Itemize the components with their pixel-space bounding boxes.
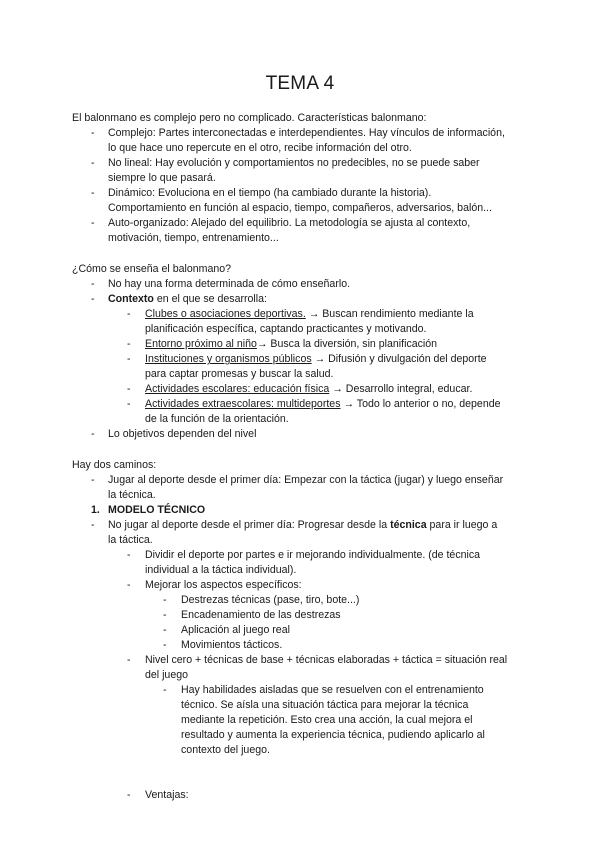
list-item: Jugar al deporte desde el primer día: Empezar con la táctica (jugar) y luego enseñar	[108, 474, 504, 486]
list-item: del juego	[145, 669, 189, 681]
list-item: Mejorar los aspectos específicos:	[145, 579, 302, 591]
list-item: contexto del juego.	[181, 744, 270, 756]
list-item: técnico. Se aísla una situación táctica para mejorar la técnica	[181, 699, 469, 711]
list-bullet: -	[163, 684, 167, 696]
list-item: Lo objetivos dependen del nivel	[108, 428, 257, 440]
list-item: No hay una forma determinada de cómo enseñarlo.	[108, 278, 351, 290]
list-item: Instituciones y organismos públicos → Difusión y divulgación del deporte	[145, 353, 487, 365]
list-item: Actividades extraescolares: multideportes → Todo lo anterior o no, depende	[145, 398, 501, 410]
list-bullet: -	[91, 217, 95, 229]
list-item: No lineal: Hay evolución y comportamientos no predecibles, no se puede saber	[108, 157, 480, 169]
list-bullet: -	[127, 308, 131, 320]
list-item: Nivel cero + técnicas de base + técnicas elaboradas + táctica = situación real	[145, 654, 508, 666]
list-item: Hay habilidades aisladas que se resuelven con el entrenamiento	[181, 684, 484, 696]
list-bullet: -	[127, 383, 131, 395]
list-item: Contexto en el que se desarrolla:	[108, 293, 267, 305]
list-bullet: -	[91, 187, 95, 199]
bold-term: Contexto	[108, 293, 154, 305]
list-item: la técnica.	[108, 489, 156, 501]
list-item: motivación, tiempo, entrenamiento...	[108, 232, 279, 244]
list-item: de la función de la orientación.	[145, 413, 289, 425]
page-title: TEMA 4	[265, 73, 335, 94]
list-bullet: -	[127, 549, 131, 561]
list-bullet: -	[91, 157, 95, 169]
list-bullet: -	[91, 474, 95, 486]
list-item: Movimientos tácticos.	[181, 639, 283, 651]
list-item: Encadenamiento de las destrezas	[181, 609, 341, 621]
list-number: 1.	[91, 504, 100, 516]
list-bullet: -	[163, 594, 167, 606]
list-item: siempre lo que pasará.	[108, 172, 216, 184]
list-bullet: -	[127, 398, 131, 410]
list-item: Entorno próximo al niño→ Busca la diversión, sin planificación	[145, 338, 438, 350]
list-bullet: -	[127, 338, 131, 350]
list-bullet: -	[91, 278, 95, 290]
list-bullet: -	[91, 293, 95, 305]
list-item: Auto-organizado: Alejado del equilibrio. La metodología se ajusta al contexto,	[108, 217, 471, 229]
list-bullet: -	[91, 127, 95, 139]
list-item: Dividir el deporte por partes e ir mejorando individualmente. (de técnica	[145, 549, 481, 561]
list-bullet: -	[127, 789, 131, 801]
list-item: individual a la táctica individual).	[145, 564, 297, 576]
list-item: resultado y aumenta la experiencia técnica, pudiendo aplicarlo al	[181, 729, 485, 741]
list-bullet: -	[127, 353, 131, 365]
list-item: Destrezas técnicas (pase, tiro, bote...)	[181, 594, 360, 606]
list-item: Clubes o asociaciones deportivas. → Buscan rendimiento mediante la	[145, 308, 474, 320]
intro-heading: El balonmano es complejo pero no complicado. Características balonmano:	[72, 112, 427, 124]
list-item: lo que hace uno repercute en el otro, recibe información del otro.	[108, 142, 412, 154]
list-bullet: -	[91, 519, 95, 531]
list-bullet: -	[163, 624, 167, 636]
list-bullet: -	[163, 609, 167, 621]
list-item: Aplicación al juego real	[181, 624, 290, 636]
section-heading: Hay dos caminos:	[72, 459, 157, 471]
list-item: mediante la repetición. Esto crea una acción, la cual mejora el	[181, 714, 473, 726]
list-item: Ventajas:	[145, 789, 189, 801]
list-item: Actividades escolares: educación física → Desarrollo integral, educar.	[145, 383, 473, 395]
list-item: Dinámico: Evoluciona en el tiempo (ha cambiado durante la historia).	[108, 187, 432, 199]
list-item: la táctica.	[108, 534, 153, 546]
list-bullet: -	[91, 428, 95, 440]
list-bullet: -	[127, 654, 131, 666]
list-item: No jugar al deporte desde el primer día: Progresar desde la técnica para ir luego a	[108, 519, 498, 531]
list-bullet: -	[127, 579, 131, 591]
section-heading: ¿Cómo se enseña el balonmano?	[72, 263, 232, 275]
list-item: Comportamiento en función al espacio, tiempo, compañeros, adversarios, balón...	[108, 202, 492, 214]
list-item: Complejo: Partes interconectadas e interdependientes. Hay vínculos de información,	[108, 127, 505, 139]
list-item: planificación específica, captando practicantes y motivando.	[145, 323, 427, 335]
list-item: para captar promesas y buscar la salud.	[145, 368, 334, 380]
subsection-heading: MODELO TÉCNICO	[108, 504, 206, 516]
list-bullet: -	[163, 639, 167, 651]
